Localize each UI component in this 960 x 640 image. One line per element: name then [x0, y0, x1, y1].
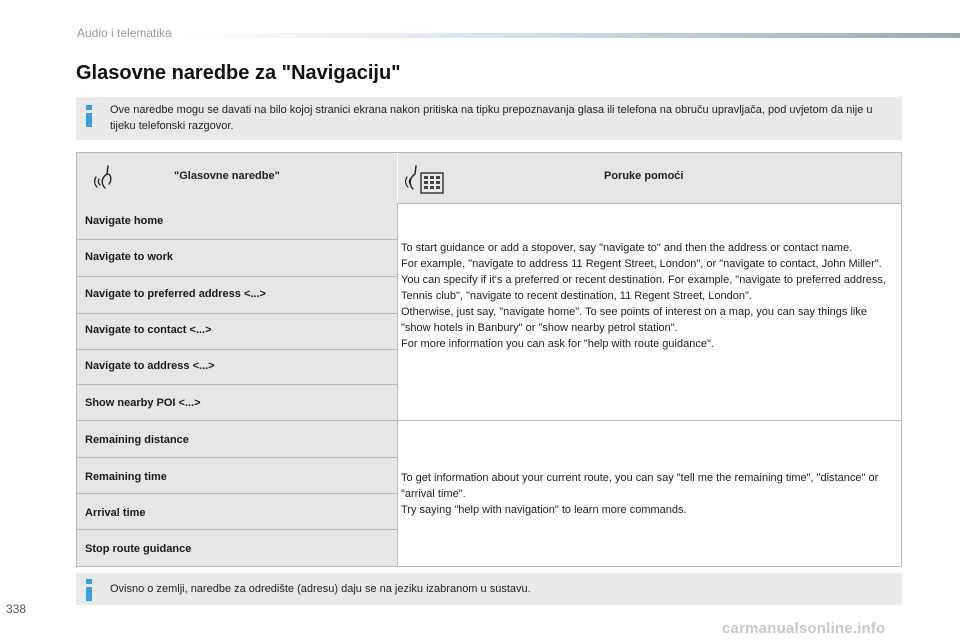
help-line: For more information you can ask for "help with route guidance". — [401, 338, 714, 350]
table-row — [77, 421, 397, 458]
table-row — [77, 314, 397, 350]
help-line: To get information about your current route, you can say "tell me the remaining time", "distance" or "arrival time". — [401, 472, 879, 500]
table-row — [77, 277, 397, 314]
header-divider — [397, 153, 398, 203]
page-number: 338 — [6, 602, 27, 616]
command-label: Remaining distance — [85, 434, 189, 446]
help-line: Try saying "help with navigation" to learn more commands. — [401, 504, 687, 516]
table-row — [77, 240, 397, 277]
table-row — [77, 385, 397, 421]
command-label: Remaining time — [85, 471, 167, 483]
group-divider — [398, 420, 901, 421]
help-text-route-info — [401, 470, 897, 518]
info-icon — [82, 579, 96, 601]
table-row — [77, 458, 397, 494]
section-title: Audio i telematika — [77, 26, 172, 40]
table-row — [77, 494, 397, 530]
column-voice-commands: "Glasovne naredbe" — [174, 170, 280, 182]
help-line: To start guidance or add a stopover, say "navigate to" and then the address or contact name. — [401, 242, 853, 254]
language-note-text: Ovisno o zemlji, naredbe za odredište (adresu) daju se na jeziku izabranom u sustavu. — [110, 583, 531, 595]
column-help-messages: Poruke pomoći — [604, 170, 684, 182]
table-row — [77, 530, 397, 566]
command-label: Navigate home — [85, 215, 164, 227]
command-label: Show nearby POI <...> — [85, 397, 201, 409]
command-label: Arrival time — [85, 507, 146, 519]
voice-command-icon — [91, 162, 123, 194]
info-note-box — [76, 97, 902, 140]
help-line: You can specify if it's a preferred or recent destination. For example, "navigate to preferred address, Tennis club", "navigate to recent destination, 11 Regent Street, London". — [401, 274, 886, 302]
language-note-box — [76, 573, 902, 605]
info-icon — [82, 105, 96, 127]
command-label: Navigate to work — [85, 251, 174, 263]
command-label: Navigate to contact <...> — [85, 324, 212, 336]
table-row — [77, 350, 397, 385]
help-text-navigation — [401, 240, 897, 352]
command-label: Navigate to address <...> — [85, 360, 215, 372]
command-label: Navigate to preferred address <...> — [85, 288, 266, 300]
watermark: carmanualsonline.info — [722, 620, 886, 637]
page-title: Glasovne naredbe za "Navigaciju" — [76, 62, 401, 84]
info-note-text: Ove naredbe mogu se davati na bilo kojoj stranici ekrana nakon pritiska na tipku prepoznavanja glasa ili telefona na obruču upravljača, pod uvjetom da nije u tijeku telefonski razgovor. — [110, 104, 873, 132]
help-line: Otherwise, just say, "navigate home". To see points of interest on a map, you can say things like "show hotels in Banbury" or "show nearby petrol station". — [401, 306, 867, 334]
table-header — [77, 153, 901, 204]
header-bar — [178, 33, 960, 38]
help-line: For example, "navigate to address 11 Regent Street, London", or "navigate to contact, John Miller". — [401, 258, 882, 270]
table-row — [77, 203, 397, 240]
help-messages-icon — [405, 161, 445, 195]
voice-commands-table — [76, 152, 902, 567]
command-label: Stop route guidance — [85, 543, 192, 555]
column-divider — [397, 203, 398, 566]
